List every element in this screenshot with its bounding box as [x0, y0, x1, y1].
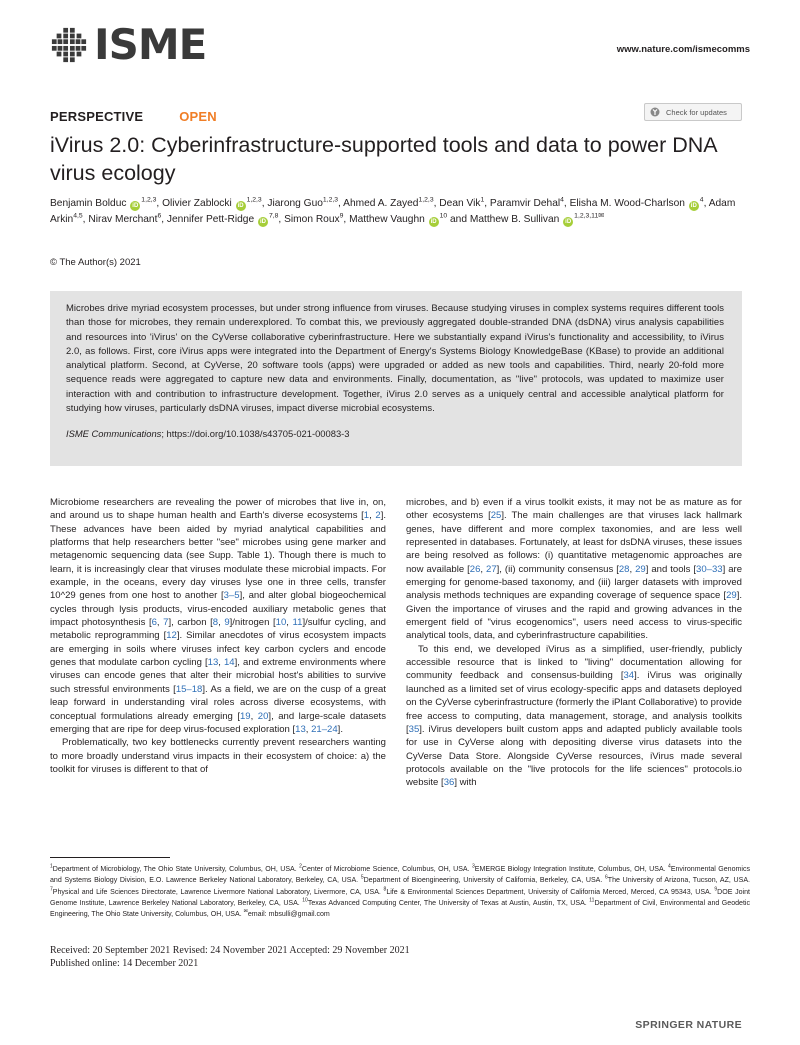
reference-link[interactable]: 3–5	[223, 590, 240, 602]
affiliation-text: Department of Bioengineering, University of California, Berkeley, CA, USA.	[363, 877, 605, 885]
affiliation-text: DOE Joint Genome Institute, Lawrence Berkeley National Laboratory, Berkeley, CA, USA.	[50, 888, 750, 907]
text-run: ] and tools [	[645, 563, 697, 575]
text-run: ], carbon [	[168, 617, 213, 629]
reference-link[interactable]: 14	[224, 657, 235, 669]
publisher-logo: SPRINGER NATURE	[635, 1019, 742, 1031]
author-separator: ,	[278, 213, 282, 225]
text-run: ,	[156, 617, 164, 629]
orcid-icon[interactable]: iD	[430, 218, 437, 225]
text-run: ,	[369, 510, 376, 522]
affiliation-number: 6	[605, 874, 608, 881]
text-run: ], and extreme environments where viruses can encode genes that alter their microbial host's abilities to survive such stressful environments [	[50, 657, 386, 695]
paragraph	[50, 736, 386, 776]
reference-link[interactable]: 29	[635, 563, 646, 575]
paragraph	[50, 496, 386, 736]
affiliation-number: 8	[383, 886, 387, 893]
affiliation-marker: 10	[439, 212, 448, 220]
author-separator: ,	[261, 198, 265, 209]
orcid-icon[interactable]: iD	[259, 218, 266, 225]
text-run: ]. iVirus was originally launched as a limited set of virus ecology-specific apps and datasets deployed on the CyVerse cyberinfrastructure (formerly the iPlant Collaborative) to provide free access to computing, data management, storage, and analysis toolkits [	[406, 670, 742, 735]
affiliation-number: 1	[50, 863, 53, 870]
affiliation-text: Department of Microbiology, The Ohio State University, Columbus, OH, USA.	[52, 866, 300, 873]
text-run: To this end, we developed iVirus as a simplified, user-friendly, publicly accessible resource that is linked to "living" documentation allowing for community feedback and consensus-building [	[406, 643, 742, 682]
affiliation-marker: 1,2,3	[322, 196, 339, 204]
affiliation-number: 10	[302, 897, 308, 904]
right-column	[406, 496, 742, 790]
orcid-icon[interactable]: iD	[690, 203, 697, 209]
journal-name: ISME	[94, 20, 207, 69]
affiliation-marker: 1	[480, 196, 485, 204]
text-run: ] are emerging for genome-based taxonomy, and (iii) larger datasets with improved analysis methods techniques are expanding coverage of sequence space [	[406, 563, 743, 602]
author-separator: and	[447, 213, 468, 225]
text-run: ,	[305, 723, 312, 735]
author-separator: ,	[338, 198, 341, 209]
author-name[interactable]: Dean Vik	[439, 198, 481, 209]
author-name[interactable]: Jennifer Pett-Ridge	[166, 213, 255, 225]
check-updates-icon	[650, 107, 660, 117]
affiliation-marker: 1,2,3	[418, 196, 434, 204]
orcid-icon[interactable]: iD	[565, 218, 572, 225]
left-column	[50, 496, 386, 790]
affiliation-marker: 1,2,3	[141, 196, 157, 204]
affiliation-number: 9	[714, 886, 718, 893]
affiliation-marker: 4	[560, 196, 564, 204]
author-separator: ,	[82, 213, 86, 225]
received-dates: Received: 20 September 2021 Revised: 24 November 2021 Accepted: 29 November 2021	[50, 945, 410, 956]
body-text	[50, 496, 742, 790]
author-name[interactable]: Olivier Zablocki	[162, 198, 232, 209]
reference-link[interactable]: 13	[295, 723, 306, 735]
citation-journal: ISME Communications	[66, 428, 162, 440]
reference-link[interactable]: 9	[224, 617, 230, 629]
text-run: microbes, and b) even if a virus toolkit exists, it may not be as mature as for other ecosystems [	[406, 497, 742, 522]
affiliation-marker: 9	[339, 212, 344, 220]
globe-icon	[50, 26, 88, 64]
text-run: ,	[218, 617, 225, 629]
text-run: ]. Similar anecdotes of virus ecosystem impacts are emerging in soils where viruses infect key carbon cyclers and encode genes that modulate carbon cycling [	[50, 630, 386, 669]
publication-dates	[50, 945, 410, 970]
journal-url-link[interactable]: www.nature.com/ismecomms	[616, 44, 750, 55]
reference-link[interactable]: 12	[166, 630, 177, 642]
author-separator: ,	[161, 213, 165, 225]
reference-link[interactable]: 1	[363, 510, 370, 522]
abstract-text: Microbes drive myriad ecosystem processes, but under strong influence from viruses. Because studying viruses in complex systems requires different tools than those for microbes, they remain underexplored. To combat this, we previously aggregated double-stranded DNA (dsDNA) virus analysis capabilities and resources into 'iVirus' on the CyVerse collaborative cyberinfrastructure. Here we substantially expand iVirus's functionality and accessibility, to iVirus 2.0, as follows. First, core iVirus apps were integrated into the Department of Energy's Systems Biology KnowledgeBase (KBase) to provide an additional analytical platform. Second, at CyVerse, 20 software tools (apps) were upgraded or added as new tools and capabilities. Third, nearly 20-fold more sequence reads were aggregated to capture new data and environments. Finally, documentation, as "live" protocols, was updated to maximize user interaction with and contribution to infrastructure development. Together, iVirus 2.0 serves as a uniquely central and accessible analytical platform for studying how viruses, particularly dsDNA viruses, impact diverse microbial ecosystems.	[66, 303, 724, 415]
reference-link[interactable]: 19	[240, 710, 251, 722]
reference-link[interactable]: 21–24	[311, 723, 338, 735]
author-separator: ,	[433, 198, 437, 209]
text-run: ]. Given the importance of viruses and the rapid and growing advances in the emergent field of "virus ecogenomics", users need access to virus-specific analytical tools, data, and cyberinfrastructure capabilities.	[406, 590, 742, 642]
affiliation-text: Environmental Genomics and Systems Biology Division, E.O. Lawrence Berkeley National Laboratory, Berkeley, CA, USA.	[50, 866, 751, 885]
paragraph	[406, 643, 742, 790]
reference-link[interactable]: 13	[207, 657, 219, 669]
affiliation-number: ✉	[243, 908, 248, 915]
check-updates-label: Check for updates	[666, 107, 727, 117]
author-name[interactable]: Adam Arkin	[50, 198, 736, 225]
reference-link[interactable]: 26	[469, 563, 481, 575]
affiliation-text: EMERGE Biology Integration Institute, Columbus, OH, USA.	[474, 866, 669, 873]
orcid-icon[interactable]: iD	[132, 203, 139, 209]
author-separator: ,	[703, 198, 707, 209]
journal-logo[interactable]	[50, 20, 207, 69]
page-header	[50, 20, 750, 74]
citation-doi[interactable]: ; https://doi.org/10.1038/s43705-021-00083-3	[161, 428, 350, 440]
text-run: Problematically, two key bottlenecks currently prevent researchers wanting to more broadly understand virus impacts in their ecosystem of choice: a) the toolkit for viruses is different to that of	[50, 737, 386, 775]
text-run: ]. These advances have been aided by myriad analytical capabilities and platforms that help researchers better "see" microbes using gene marker and metagenomic sequencing data (see Supp. Table 1). Though there is much to learn, it is increasingly clear that viruses modulate these microbial impacts. For example, in the oceans, every day viruses lyse one in three cells, transfer 10^29 genes from one host to another [	[50, 510, 386, 602]
reference-link[interactable]: 7	[163, 617, 169, 629]
reference-link[interactable]: 6	[151, 617, 157, 629]
author-name[interactable]: Ahmed A. Zayed	[343, 198, 419, 209]
text-run: ,	[218, 657, 224, 669]
affiliation-text: Center of Microbiome Science, Columbus, OH, USA.	[301, 866, 473, 873]
reference-link[interactable]: 11	[292, 617, 303, 629]
author-list	[50, 196, 750, 227]
text-run: ,	[629, 563, 636, 575]
affiliation-text: Life & Environmental Sciences Department, University of California Merced, Merced, CA 95343, USA.	[386, 888, 715, 896]
article-title: iVirus 2.0: Cyberinfrastructure-supported tools and data to power DNA virus ecology	[50, 133, 717, 185]
affiliation-text: Physical and Life Sciences Directorate, Lawrence Livermore National Laboratory, Livermore, CA, USA.	[52, 888, 384, 896]
reference-link[interactable]: 20	[257, 710, 269, 722]
affiliation-marker: 4	[699, 196, 704, 204]
orcid-icon[interactable]: iD	[237, 203, 244, 209]
check-for-updates-button[interactable]	[644, 103, 742, 121]
reference-link[interactable]: 25	[490, 510, 502, 522]
reference-link[interactable]: 36	[443, 777, 455, 789]
author-name[interactable]: Nirav Merchant	[88, 213, 158, 225]
published-date: Published online: 14 December 2021	[50, 957, 199, 969]
author-separator: ,	[563, 198, 567, 209]
reference-link[interactable]: 10	[275, 617, 287, 629]
reference-link[interactable]: 28	[618, 563, 630, 575]
abstract-box	[50, 291, 742, 466]
article-kicker	[50, 109, 217, 124]
author-separator: ,	[156, 198, 160, 209]
text-run: ,	[480, 563, 487, 575]
affiliation-marker: 1,2,3,11	[574, 212, 599, 220]
affiliation-marker: 1,2,3	[246, 196, 262, 204]
affiliation-text: The University of Arizona, Tucson, AZ, USA.	[607, 877, 750, 885]
affiliation-number: 4	[668, 863, 671, 870]
reference-link[interactable]: 27	[486, 563, 497, 575]
text-run: ].	[337, 723, 343, 735]
text-run: ,	[250, 710, 258, 722]
email-icon[interactable]: ✉	[598, 212, 604, 220]
author-name[interactable]: Benjamin Bolduc	[50, 198, 127, 209]
author-name[interactable]: Jiarong Guo	[267, 198, 323, 209]
reference-link[interactable]: 34	[623, 670, 635, 682]
article-type: PERSPECTIVE	[50, 109, 144, 124]
text-run: ], (ii) community consensus [	[496, 563, 619, 575]
footnote-divider	[50, 857, 170, 858]
author-name[interactable]: Elisha M. Wood-Charlson	[569, 198, 685, 209]
reference-link[interactable]: 2	[375, 510, 381, 522]
affiliation-marker: 4,5	[73, 212, 83, 220]
affiliation-number: 3	[472, 863, 475, 870]
affiliations	[50, 864, 750, 920]
text-run: ], and alter global biogeochemical cycles through lysis products, virus-encoded auxiliary metabolic genes that impact photosynthesis [	[50, 590, 386, 629]
author-name[interactable]: Matthew Vaughn	[349, 213, 425, 225]
text-run: Microbiome researchers are revealing the power of microbes that live in, on, and around us to shape human health and Earth's diverse ecosystems [	[50, 497, 386, 522]
affiliation-text: Department of Civil, Environmental and Geodetic Engineering, The Ohio State University, Columbus, OH, USA.	[50, 899, 751, 919]
affiliation-number: 7	[50, 886, 53, 893]
reference-link[interactable]: 15–18	[175, 683, 203, 695]
author-separator: ,	[484, 198, 488, 209]
affiliation-text: Texas Advanced Computing Center, The University of Texas at Austin, Austin, TX, USA.	[307, 899, 590, 907]
text-run: ]. The main challenges are that viruses lack hallmark genes, have different and more complex taxonomies, and are less well represented in databases. Fortunately, at least for dsDNA viruses, these issues are being resolved as follows: (i) quantitative metagenomic approaches are now available [	[406, 510, 743, 575]
reference-link[interactable]: 35	[408, 723, 420, 735]
reference-link[interactable]: 30–33	[696, 563, 723, 575]
copyright-notice: © The Author(s) 2021	[50, 257, 141, 268]
affiliation-text: email: mbsulli@gmail.com	[247, 911, 330, 919]
author-name[interactable]: Paramvir Dehal	[489, 198, 561, 209]
text-run: ], and large-scale datasets emerging that are ripe for deep virus-focused exploration [	[50, 710, 386, 735]
reference-link[interactable]: 29	[726, 590, 737, 602]
citation-line	[66, 428, 724, 439]
open-access-label: OPEN	[179, 109, 217, 124]
author-separator: ,	[343, 213, 347, 225]
text-run: ] with	[454, 777, 477, 789]
text-run: ]. iVirus developers built custom apps and adapted publicly available tools for use in CyVerse along with depositing diverse virus datasets into the CyVerse Data Store. Alongside CyVerse resources, iVirus made several protocols available on the "live protocols for the life sciences" protocols.io website [	[406, 723, 742, 789]
text-run: ]/sulfur cycling, and metabolic reprogramming [	[50, 617, 386, 642]
text-run: ]/nitrogen [	[229, 617, 276, 629]
author-name[interactable]: Simon Roux	[284, 213, 340, 225]
reference-link[interactable]: 8	[212, 617, 219, 629]
affiliation-number: 5	[360, 874, 364, 881]
affiliation-marker: 7,8	[268, 212, 279, 220]
text-run: ]. As a field, we are on the cusp of a great leap forward in understanding viral roles across diverse ecosystems, with conceptual formulations already emerging [	[50, 683, 386, 722]
affiliation-number: 11	[589, 897, 595, 904]
affiliation-marker: 6	[157, 212, 162, 220]
affiliation-number: 2	[299, 863, 302, 870]
text-run: ,	[286, 617, 293, 629]
paragraph	[406, 496, 742, 643]
author-name[interactable]: Matthew B. Sullivan	[469, 213, 560, 225]
